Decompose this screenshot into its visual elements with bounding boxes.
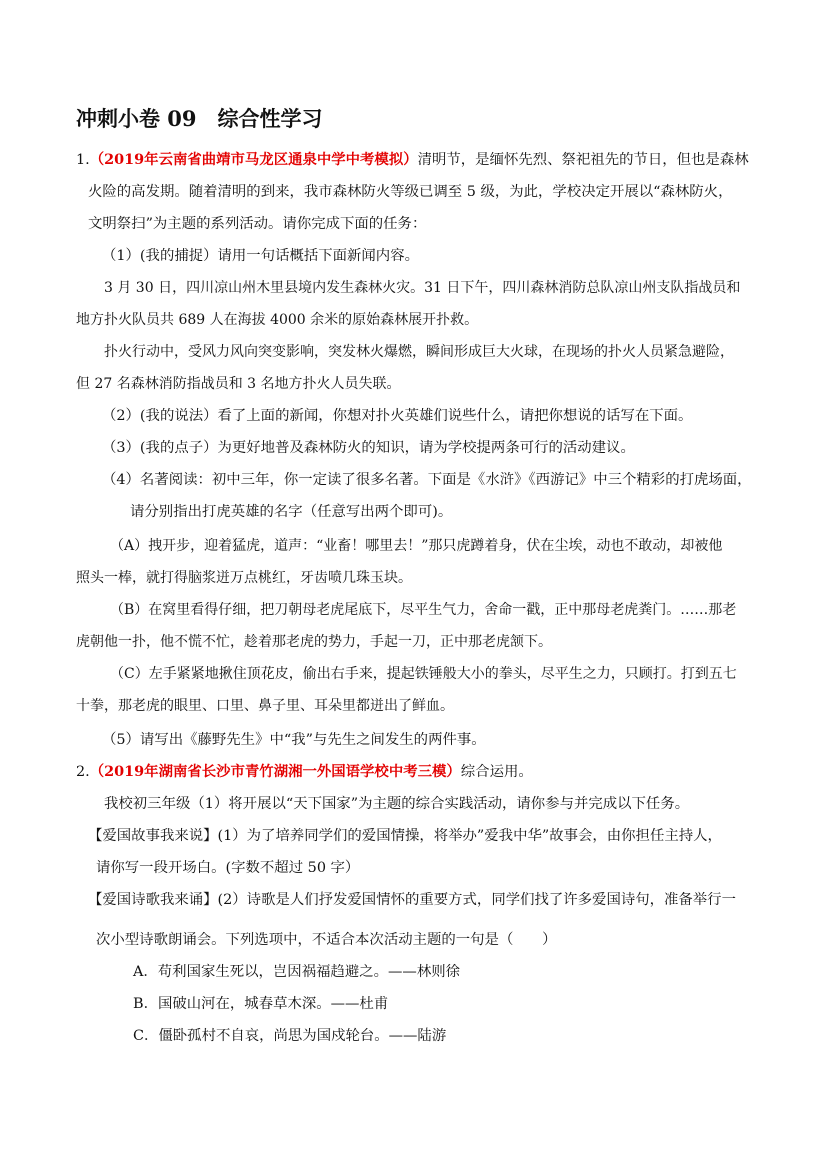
option-a: A．苟利国家生死以，岂因祸福趋避之。——林则徐 [133, 964, 460, 980]
task-1-line-2: 请你写一段开场白。(字数不超过 50 字） [96, 860, 360, 876]
passage-c-line-1: （C）左手紧紧地揪住顶花皮，偷出右手来，提起铁锤般大小的拳头，尽平生之力，只顾打。打到五七 [110, 666, 737, 682]
option-b: B．国破山河在，城春草木深。——杜甫 [133, 996, 389, 1012]
sub-question-2: （2）(我的说法）看了上面的新闻，你想对扑火英雄们说些什么，请把你想说的话写在下面。 [102, 408, 693, 424]
news-paragraph-2-line-2: 但 27 名森林消防指战员和 3 名地方扑火人员失联。 [76, 376, 401, 392]
question-1-number: 1. [76, 152, 90, 168]
sub-question-5: （5）请写出《藤野先生》中“我”与先生之间发生的两件事。 [102, 732, 486, 748]
passage-b-line-1: （B）在窝里看得仔细，把刀朝母老虎尾底下，尽平生气力，舍命一戳，正中那母老虎粪门。……那老 [110, 602, 737, 618]
news-paragraph-1-line-1: 3 月 30 日，四川凉山州木里县境内发生森林火灾。31 日下午，四川森林消防总队凉山州支队指战员和 [104, 280, 741, 296]
sub-question-3: （3）(我的点子）为更好地普及森林防火的知识，请为学校提两条可行的活动建议。 [102, 440, 635, 456]
sub-question-1: （1）(我的捕捉）请用一句话概括下面新闻内容。 [102, 248, 419, 264]
news-paragraph-2-line-1: 扑火行动中，受风力风向突变影响，突发林火爆燃，瞬间形成巨大火球，在现场的扑火人员紧急避险， [104, 344, 734, 360]
question-2-header [76, 763, 533, 781]
news-paragraph-1-line-2: 地方扑火队员共 689 人在海拔 4000 余米的原始森林展开扑救。 [76, 312, 479, 328]
question-1-intro-line-3: 文明祭扫”为主题的系列活动。请你完成下面的任务： [88, 216, 427, 232]
passage-a-line-2: 照头一棒，就打得脑浆迸万点桃红，牙齿喷几珠玉块。 [76, 570, 412, 586]
task-1-line-1: 【爱国故事我来说】(1）为了培养同学们的爱国情操，将举办”爱我中华”故事会，由你担任主持人， [88, 828, 722, 844]
task-2-line-2: 次小型诗歌朗诵会。下列选项中，不适合本次活动主题的一句是（ ） [96, 932, 557, 948]
passage-a-line-1: （A）拽开步，迎着猛虎，道声：“业畜！哪里去！”那只虎蹲着身，伏在尘埃，动也不敢动，却被他 [110, 538, 723, 554]
passage-b-line-2: 虎朝他一扑，他不慌不忙，趁着那老虎的势力，手起一刀，正中那老虎颔下。 [76, 634, 552, 650]
question-1-header [76, 151, 749, 169]
page-title: 冲刺小卷 09 综合性学习 [76, 106, 323, 131]
question-1-intro-line-1: 清明节，是缅怀先烈、祭祀祖先的节日，但也是森林 [417, 152, 749, 168]
question-1-source: （2019年云南省曲靖市马龙区通泉中学中考模拟） [89, 151, 418, 168]
sub-question-4-line-2: 请分别指出打虎英雄的名字（任意写出两个即可)。 [130, 504, 453, 520]
question-1-intro-line-2: 火险的高发期。随着清明的到来，我市森林防火等级已调至 5 级，为此，学校决定开展以“森林防火， [88, 184, 733, 200]
question-2-number: 2. [76, 764, 90, 780]
question-2-intro: 我校初三年级（1）将开展以“天下国家”为主题的综合实践活动，请你参与并完成以下任务。 [104, 796, 690, 812]
question-2-source: （2019年湖南省长沙市青竹湖湘一外国语学校中考三模） [89, 763, 461, 780]
task-2-line-1: 【爱国诗歌我来诵】(2）诗歌是人们抒发爱国情怀的重要方式，同学们找了许多爱国诗句，准备举行一 [88, 892, 736, 908]
passage-c-line-2: 十拳，那老虎的眼里、口里、鼻子里、耳朵里都迸出了鲜血。 [76, 698, 454, 714]
option-c: C．僵卧孤村不自哀，尚思为国戍轮台。——陆游 [133, 1028, 447, 1044]
sub-question-4-line-1: （4）名著阅读：初中三年，你一定读了很多名著。下面是《水浒》《西游记》中三个精彩的打虎场面， [102, 472, 752, 488]
question-2-after: 综合运用。 [460, 764, 533, 780]
